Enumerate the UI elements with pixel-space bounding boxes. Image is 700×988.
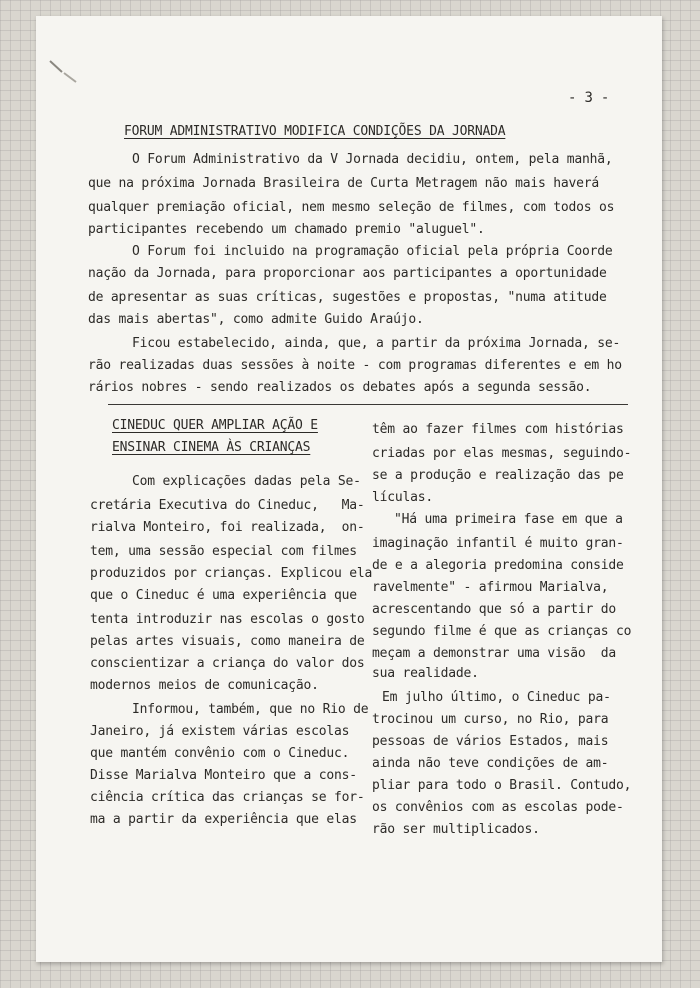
article2-right-line: Em julho último, o Cineduc pa-	[382, 690, 611, 705]
article2-title-line: ENSINAR CINEMA ÀS CRIANÇAS	[112, 440, 311, 455]
article1-line: nação da Jornada, para proporcionar aos participantes a oportunidade	[88, 266, 607, 281]
article1-line: rários nobres - sendo realizados os debates após a segunda sessão.	[88, 380, 592, 395]
article2-right-line: lículas.	[372, 490, 434, 505]
article2-right-line: trocinou um curso, no Rio, para	[372, 712, 609, 727]
article1-title: FORUM ADMINISTRATIVO MODIFICA CONDIÇÕES DA JORNADA	[124, 124, 506, 139]
article2-left-line: que o Cineduc é uma experiência que	[90, 588, 357, 603]
article2-left-line: Informou, também, que no Rio de	[132, 702, 369, 717]
article2-left-line: rialva Monteiro, foi realizada, on-	[90, 520, 365, 535]
article2-right-line: pessoas de vários Estados, mais	[372, 734, 609, 749]
article1-line: Ficou estabelecido, ainda, que, a partir da próxima Jornada, se-	[132, 336, 621, 351]
article2-title-line: CINEDUC QUER AMPLIAR AÇÃO E	[112, 418, 318, 433]
article2-left-line: produzidos por crianças. Explicou ela	[90, 566, 373, 581]
article2-right-line: ravelmente" - afirmou Marialva,	[372, 580, 609, 595]
article2-right-line: imaginação infantil é muito gran-	[372, 536, 624, 551]
article2-right-line: sua realidade.	[372, 666, 479, 681]
article2-left-line: modernos meios de comunicação.	[90, 678, 319, 693]
article2-right-line: meçam a demonstrar uma visão da	[372, 646, 617, 661]
article2-right-line: pliar para todo o Brasil. Contudo,	[372, 778, 632, 793]
article2-left-line: que mantém convênio com o Cineduc.	[90, 746, 350, 761]
article2-right-line: os convênios com as escolas pode-	[372, 800, 624, 815]
article2-right-line: acrescentando que só a partir do	[372, 602, 617, 617]
article2-right-line: ainda não teve condições de am-	[372, 756, 609, 771]
article1-line: O Forum foi incluido na programação oficial pela própria Coorde	[132, 244, 613, 259]
article2-right-line: rão ser multiplicados.	[372, 822, 540, 837]
article2-right-line: segundo filme é que as crianças co	[372, 624, 632, 639]
section-divider	[108, 404, 628, 405]
article2-left-line: cretária Executiva do Cineduc, Ma-	[90, 498, 365, 513]
article1-line: participantes recebendo um chamado premio "aluguel".	[88, 222, 485, 237]
article2-left-line: ma a partir da experiência que elas	[90, 812, 357, 827]
article2-left-line: Janeiro, já existem várias escolas	[90, 724, 350, 739]
article2-left-line: ciência crítica das crianças se for-	[90, 790, 365, 805]
article2-right-line: "Há uma primeira fase em que a	[394, 512, 623, 527]
article2-right-line: se a produção e realização das pe	[372, 468, 624, 483]
article1-line: qualquer premiação oficial, nem mesmo seleção de filmes, com todos os	[88, 200, 615, 215]
article2-left-line: conscientizar a criança do valor dos	[90, 656, 365, 671]
article2-left-line: Com explicações dadas pela Se-	[132, 474, 361, 489]
article2-left-line: tenta introduzir nas escolas o gosto	[90, 612, 365, 627]
article2-left-line: pelas artes visuais, como maneira de	[90, 634, 365, 649]
article2-right-line: de e a alegoria predomina conside	[372, 558, 624, 573]
article1-line: rão realizadas duas sessões à noite - com programas diferentes e em ho	[88, 358, 622, 373]
article2-left-line: tem, uma sessão especial com filmes	[90, 544, 357, 559]
staple-mark	[46, 58, 80, 86]
page-number: - 3 -	[568, 90, 610, 106]
article1-line: de apresentar as suas críticas, sugestões e propostas, "numa atitude	[88, 290, 607, 305]
article1-line: que na próxima Jornada Brasileira de Curta Metragem não mais haverá	[88, 176, 599, 191]
article2-left-line: Disse Marialva Monteiro que a cons-	[90, 768, 357, 783]
article1-line: O Forum Administrativo da V Jornada decidiu, ontem, pela manhã,	[132, 152, 613, 167]
article2-right-line: têm ao fazer filmes com histórias	[372, 422, 624, 437]
article2-right-line: criadas por elas mesmas, seguindo-	[372, 446, 632, 461]
article1-line: das mais abertas", como admite Guido Araújo.	[88, 312, 424, 327]
